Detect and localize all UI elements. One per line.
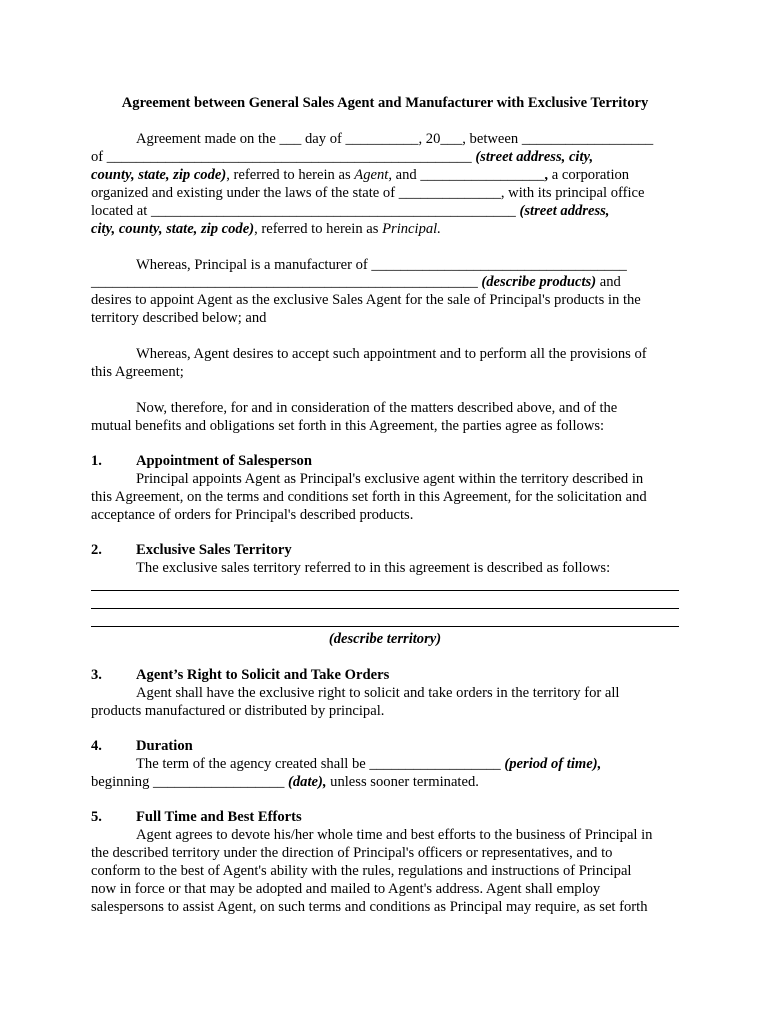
- describe-territory-hint: (describe territory): [328, 631, 442, 647]
- principal-address-hint: (street address,: [519, 203, 610, 219]
- date-hint: (date),: [288, 774, 327, 790]
- period-of-time-hint: (period of time),: [504, 756, 602, 772]
- section-1-line-3: acceptance of orders for Principal's described products.: [91, 507, 414, 523]
- whereas1-line-3: desires to appoint Agent as the exclusive Sales Agent for the sale of Principal's products in the: [91, 292, 641, 308]
- now-line-1: Now, therefore, for and in consideration of the matters described above, and of the: [136, 400, 618, 416]
- section-2-heading: Exclusive Sales Territory: [136, 542, 292, 558]
- section-4-heading: Duration: [136, 738, 193, 754]
- now-line-2: mutual benefits and obligations set forth in this Agreement, the parties agree as follows:: [91, 418, 605, 434]
- section-5-line-3: conform to the best of Agent's ability with the rules, regulations and instructions of Principal: [91, 863, 632, 879]
- section-1-heading: Appointment of Salesperson: [136, 453, 312, 469]
- whereas2-line-2: this Agreement;: [91, 364, 184, 380]
- section-4-line-2: [91, 773, 479, 791]
- section-4-number: 4.: [91, 738, 102, 754]
- section-5-line-2: the described territory under the direction of Principal's officers or representatives, and to: [91, 845, 613, 861]
- section-3-line-1: Agent shall have the exclusive right to solicit and take orders in the territory for all: [136, 685, 620, 701]
- section-4-line-1-text: The term of the agency created shall be __________________: [136, 756, 505, 772]
- principal-address-hint-cont: city, county, state, zip code): [91, 221, 255, 237]
- intro-line-2-text: of __________________________________________________: [91, 149, 476, 165]
- section-3-line-2: products manufactured or distributed by principal.: [91, 703, 385, 719]
- intro-line-3-comma: ,: [544, 167, 549, 183]
- territory-blank-line-2: [91, 608, 679, 609]
- section-4-line-2-text: beginning __________________: [91, 774, 289, 790]
- section-1-number: 1.: [91, 453, 102, 469]
- section-5-heading: Full Time and Best Efforts: [136, 809, 302, 825]
- section-2-line-1: The exclusive sales territory referred to in this agreement is described as follows:: [136, 560, 611, 576]
- intro-line-3-text: , referred to herein as: [226, 167, 355, 183]
- section-4-line-2-end: unless sooner terminated.: [326, 774, 479, 790]
- section-3-heading: Agent’s Right to Solicit and Take Orders: [136, 667, 390, 683]
- agent-term: Agent,: [354, 167, 392, 183]
- section-2-number: 2.: [91, 542, 102, 558]
- intro-line-3-blank: and _________________: [391, 167, 545, 183]
- whereas2-line-1: Whereas, Agent desires to accept such appointment and to perform all the provisions of: [136, 346, 647, 362]
- section-5-line-1: Agent agrees to devote his/her whole time and best efforts to the business of Principal in: [136, 827, 653, 843]
- intro-line-6-text: , referred to herein as: [254, 221, 383, 237]
- intro-line-5-text: located at __________________________________________________: [91, 203, 520, 219]
- intro-line-6: [91, 220, 441, 238]
- section-4-line-1: [136, 755, 601, 773]
- section-1-line-2: this Agreement, on the terms and conditions set forth in this Agreement, for the solicitation and: [91, 489, 647, 505]
- section-5-line-5: salespersons to assist Agent, on such terms and conditions as Principal may require, as set forth: [91, 899, 648, 915]
- intro-line-1: Agreement made on the ___ day of __________, 20___, between __________________: [136, 131, 654, 147]
- intro-address-hint: (street address, city,: [475, 149, 594, 165]
- section-3-number: 3.: [91, 667, 102, 683]
- intro-line-3-end: a corporation: [548, 167, 630, 183]
- whereas1-line-2-end: and: [596, 274, 621, 290]
- whereas1-line-2: [91, 273, 621, 291]
- document-title: Agreement between General Sales Agent and Manufacturer with Exclusive Territory: [121, 95, 649, 111]
- section-1-line-1: Principal appoints Agent as Principal's exclusive agent within the territory described in: [136, 471, 644, 487]
- whereas1-line-4: territory described below; and: [91, 310, 267, 326]
- territory-blank-line-3: [91, 626, 679, 627]
- describe-products-hint: (describe products): [481, 274, 597, 290]
- intro-line-4: organized and existing under the laws of the state of ______________, with its principal office: [91, 185, 645, 201]
- section-5-line-4: now in force or that may be adopted and mailed to Agent's address. Agent shall employ: [91, 881, 601, 897]
- section-5-number: 5.: [91, 809, 102, 825]
- principal-term: Principal.: [382, 221, 441, 237]
- whereas1-line-1: Whereas, Principal is a manufacturer of ___________________________________: [136, 257, 627, 273]
- intro-line-2: [91, 148, 593, 166]
- intro-line-5: [91, 202, 609, 220]
- territory-blank-line-1: [91, 590, 679, 591]
- intro-line-3: [91, 166, 629, 184]
- whereas1-line-2-blank: _____________________________________________________: [91, 274, 482, 290]
- intro-address-hint-cont: county, state, zip code): [91, 167, 227, 183]
